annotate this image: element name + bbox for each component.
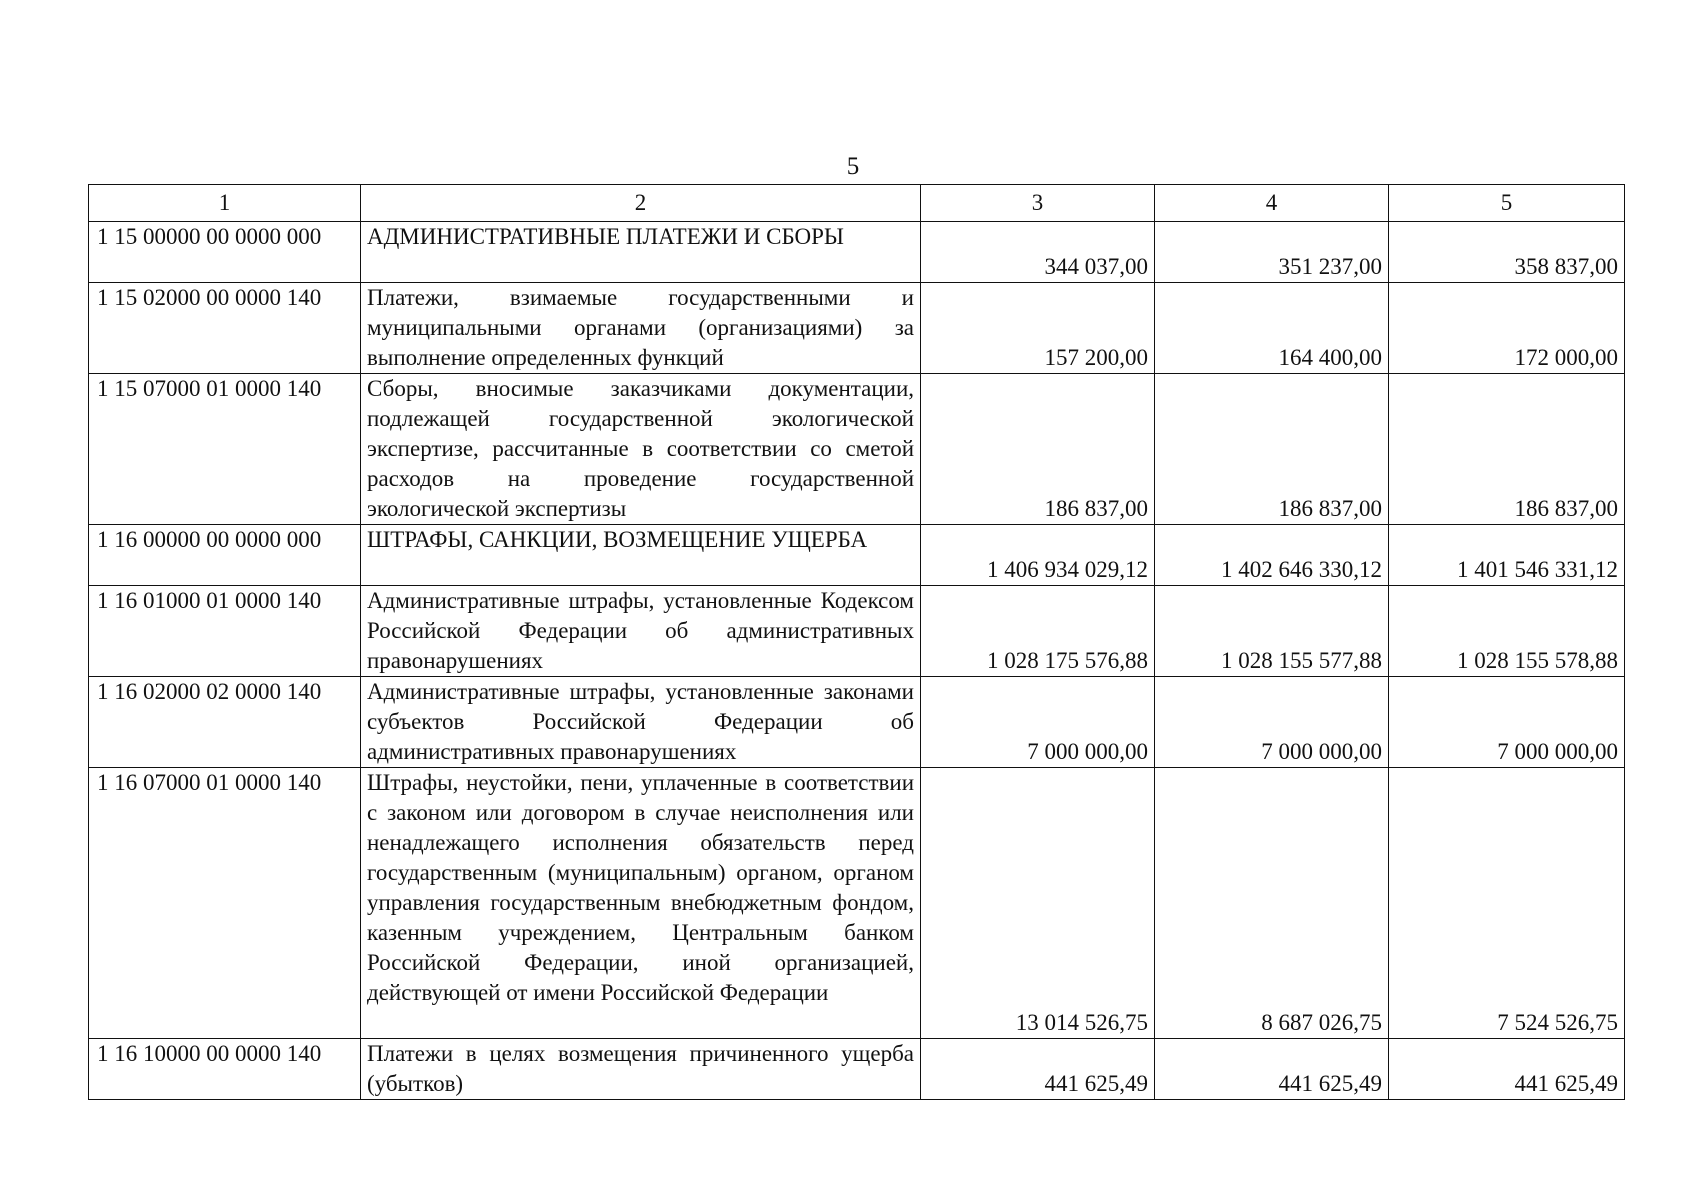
amount-col-3: 1 028 175 576,88 bbox=[921, 586, 1155, 677]
table-row bbox=[89, 1039, 1625, 1100]
row-description: Платежи, взимаемые государственными и муниципальными органами (организациями) за выполнение определенных функций bbox=[361, 283, 921, 374]
amount-col-5: 1 028 155 578,88 bbox=[1389, 586, 1625, 677]
table-row bbox=[89, 525, 1625, 586]
table-row bbox=[89, 374, 1625, 525]
amount-col-4: 441 625,49 bbox=[1155, 1039, 1389, 1100]
amount-col-3: 1 406 934 029,12 bbox=[921, 525, 1155, 586]
row-description: Административные штрафы, установленные Кодексом Российской Федерации об административных правонарушениях bbox=[361, 586, 921, 677]
table-row bbox=[89, 677, 1625, 768]
amount-col-5: 7 000 000,00 bbox=[1389, 677, 1625, 768]
amount-col-3: 7 000 000,00 bbox=[921, 677, 1155, 768]
amount-col-4: 1 402 646 330,12 bbox=[1155, 525, 1389, 586]
budget-table bbox=[88, 184, 1625, 1100]
amount-col-3: 441 625,49 bbox=[921, 1039, 1155, 1100]
row-description: Сборы, вносимые заказчиками документации, подлежащей государственной экологической экспертизе, рассчитанные в соответствии со сметой расходов на проведение государственной экологической экспертизы bbox=[361, 374, 921, 525]
column-header: 4 bbox=[1155, 185, 1389, 222]
column-header: 5 bbox=[1389, 185, 1625, 222]
budget-code: 1 16 00000 00 0000 000 bbox=[89, 525, 361, 586]
amount-col-4: 186 837,00 bbox=[1155, 374, 1389, 525]
row-description: Платежи в целях возмещения причиненного ущерба (убытков) bbox=[361, 1039, 921, 1100]
amount-col-3: 186 837,00 bbox=[921, 374, 1155, 525]
table-row bbox=[89, 222, 1625, 283]
amount-col-5: 1 401 546 331,12 bbox=[1389, 525, 1625, 586]
amount-col-4: 7 000 000,00 bbox=[1155, 677, 1389, 768]
amount-col-3: 13 014 526,75 bbox=[921, 768, 1155, 1039]
table-row bbox=[89, 586, 1625, 677]
column-header: 1 bbox=[89, 185, 361, 222]
amount-col-5: 441 625,49 bbox=[1389, 1039, 1625, 1100]
amount-col-5: 358 837,00 bbox=[1389, 222, 1625, 283]
amount-col-3: 344 037,00 bbox=[921, 222, 1155, 283]
table-row bbox=[89, 768, 1625, 1039]
row-description: ШТРАФЫ, САНКЦИИ, ВОЗМЕЩЕНИЕ УЩЕРБА bbox=[361, 525, 921, 586]
amount-col-5: 7 524 526,75 bbox=[1389, 768, 1625, 1039]
budget-code: 1 15 02000 00 0000 140 bbox=[89, 283, 361, 374]
page-number: 5 bbox=[846, 153, 860, 180]
column-header: 3 bbox=[921, 185, 1155, 222]
table-row bbox=[89, 283, 1625, 374]
amount-col-4: 351 237,00 bbox=[1155, 222, 1389, 283]
budget-code: 1 16 10000 00 0000 140 bbox=[89, 1039, 361, 1100]
amount-col-3: 157 200,00 bbox=[921, 283, 1155, 374]
table-header-row bbox=[89, 185, 1625, 222]
budget-code: 1 16 01000 01 0000 140 bbox=[89, 586, 361, 677]
budget-code: 1 15 00000 00 0000 000 bbox=[89, 222, 361, 283]
amount-col-5: 172 000,00 bbox=[1389, 283, 1625, 374]
amount-col-4: 8 687 026,75 bbox=[1155, 768, 1389, 1039]
amount-col-4: 1 028 155 577,88 bbox=[1155, 586, 1389, 677]
row-description: АДМИНИСТРАТИВНЫЕ ПЛАТЕЖИ И СБОРЫ bbox=[361, 222, 921, 283]
amount-col-4: 164 400,00 bbox=[1155, 283, 1389, 374]
row-description: Штрафы, неустойки, пени, уплаченные в соответствии с законом или договором в случае неисполнения или ненадлежащего исполнения обязательств перед государственным (муниципальным) органом, органом управления государственным внебюджетным фондом, казенным учреждением, Центральным банком Российской Федерации, иной организацией, действующей от имени Российской Федерации bbox=[361, 768, 921, 1039]
budget-code: 1 16 07000 01 0000 140 bbox=[89, 768, 361, 1039]
column-header: 2 bbox=[361, 185, 921, 222]
amount-col-5: 186 837,00 bbox=[1389, 374, 1625, 525]
budget-code: 1 16 02000 02 0000 140 bbox=[89, 677, 361, 768]
budget-code: 1 15 07000 01 0000 140 bbox=[89, 374, 361, 525]
row-description: Административные штрафы, установленные законами субъектов Российской Федерации об административных правонарушениях bbox=[361, 677, 921, 768]
